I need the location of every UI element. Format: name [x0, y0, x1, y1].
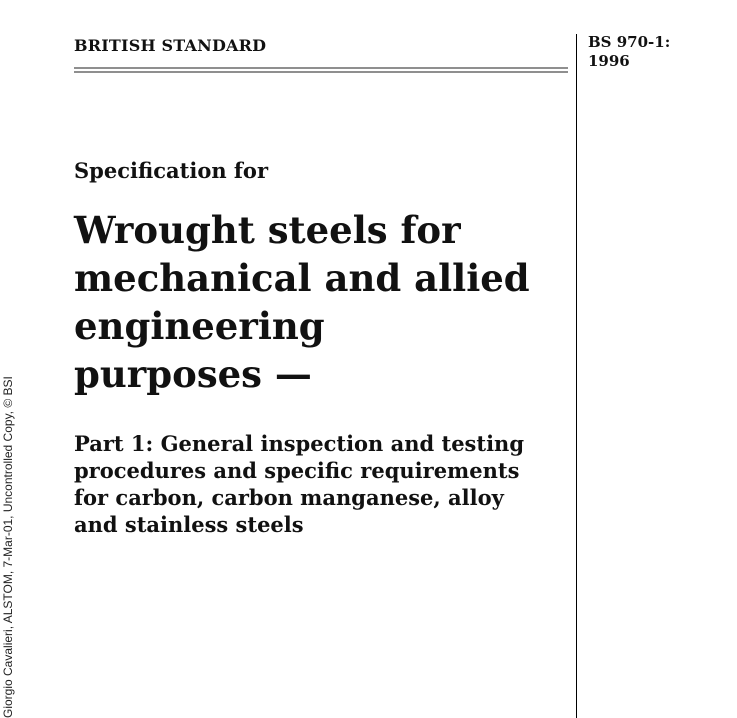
- part-title-line: for carbon, carbon manganese, alloy: [74, 485, 504, 510]
- specification-label: Specification for: [74, 158, 269, 183]
- copy-watermark: Giorgio Cavalieri, ALSTOM, 7-Mar-01, Uncontrolled Copy, © BSI: [1, 376, 15, 718]
- part-title-line: and stainless steels: [74, 512, 304, 537]
- standard-number-year: 1996: [588, 52, 630, 70]
- margin-divider: [576, 34, 577, 718]
- title-line: mechanical and allied: [74, 256, 530, 300]
- document-title: [74, 206, 564, 398]
- title-line: engineering: [74, 304, 325, 348]
- standard-number: [588, 33, 708, 71]
- title-line: purposes —: [74, 352, 312, 396]
- part-title-line: Part 1: General inspection and testing: [74, 431, 525, 456]
- header-rule-top: [74, 67, 568, 69]
- part-title-line: procedures and specific requirements: [74, 458, 520, 483]
- title-line: Wrought steels for: [74, 208, 461, 252]
- header-rule-bottom: [74, 71, 568, 73]
- standard-number-code: BS 970-1:: [588, 33, 671, 51]
- part-title: [74, 430, 564, 538]
- publisher-label: BRITISH STANDARD: [74, 36, 267, 55]
